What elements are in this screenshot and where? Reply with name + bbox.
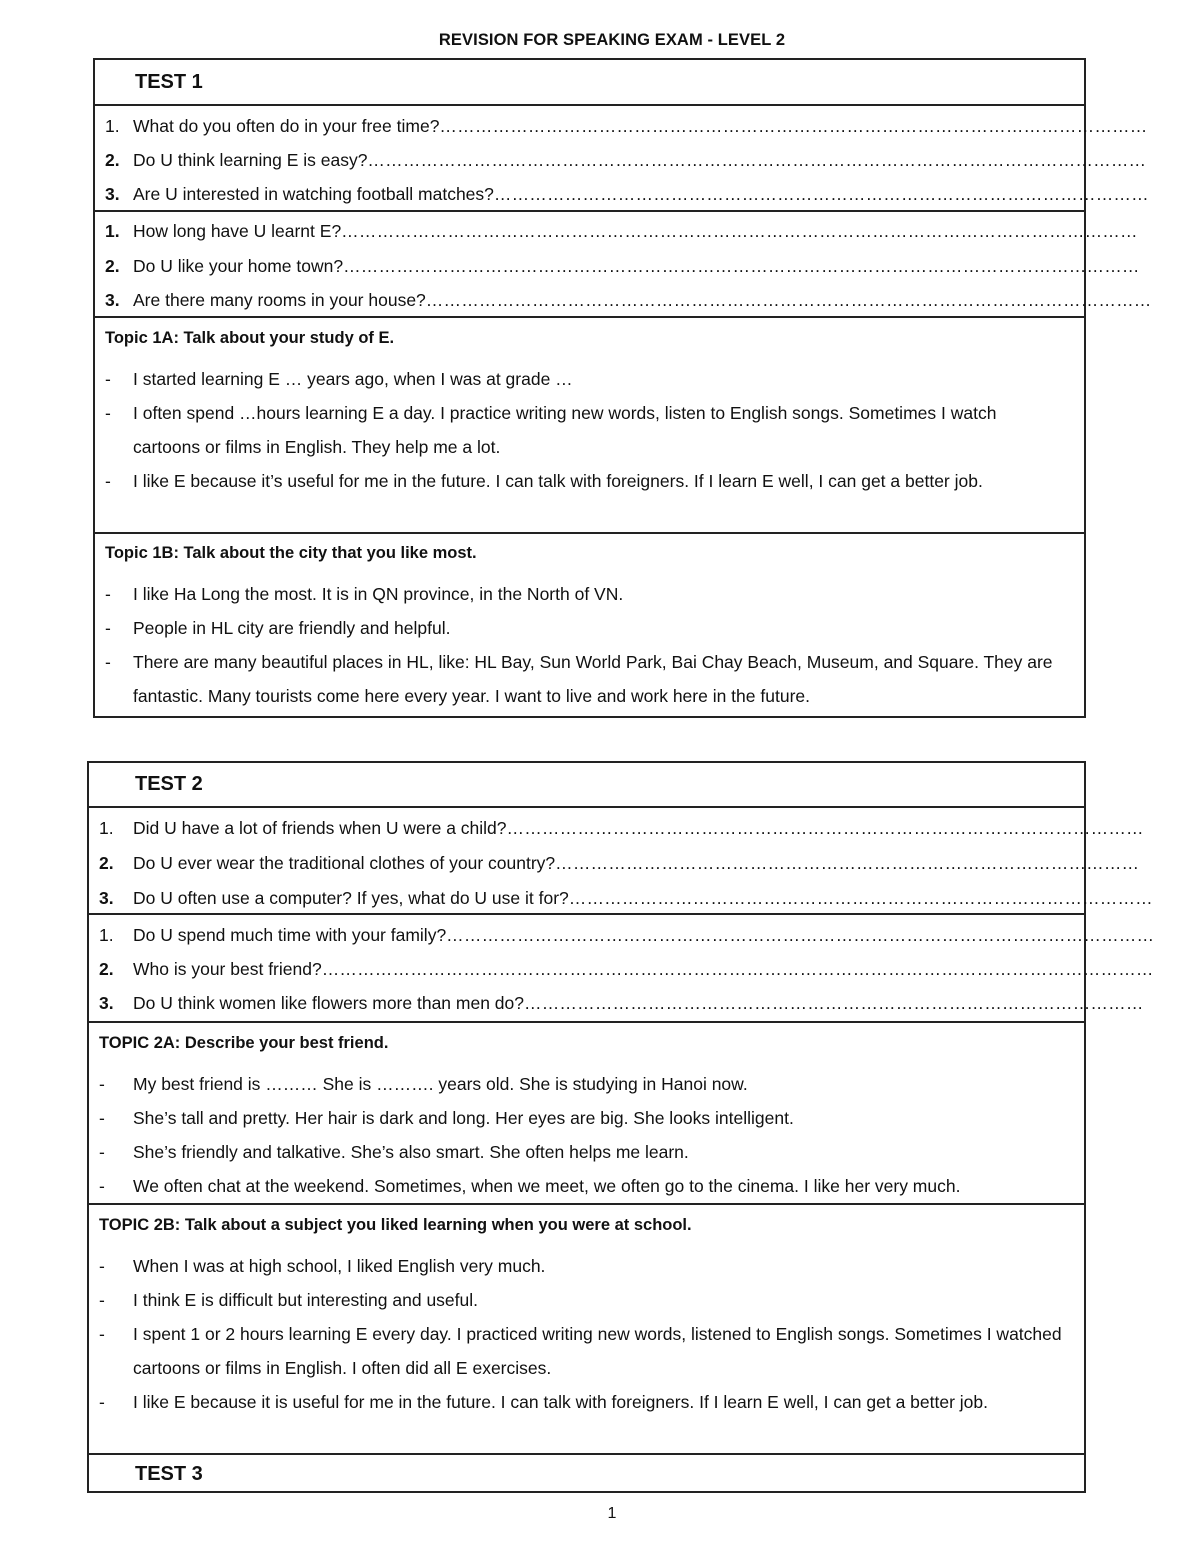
- question-number: 2.: [99, 959, 114, 979]
- answer-line: …………………………………………………………………………………………………………: [439, 116, 1148, 136]
- answer-line: …………………………………………………………………………………………………: [493, 184, 1149, 204]
- question-text: Do U ever wear the traditional clothes of your country?: [133, 853, 556, 873]
- question-number: 3.: [105, 184, 120, 204]
- answer-line: ……………………………………………………………………………………………………………………: [367, 150, 1147, 170]
- bullet-dash: -: [99, 1074, 105, 1094]
- bullet-dash: -: [105, 369, 111, 389]
- question-number: 1.: [105, 221, 120, 241]
- question-number: 2.: [99, 853, 114, 873]
- question-text: Do U often use a computer? If yes, what do U use it for?: [133, 888, 569, 908]
- question-number: 3.: [105, 290, 120, 310]
- bullet-dash: -: [99, 1290, 105, 1310]
- test-2-table: [87, 761, 1155, 1493]
- test-3-heading: TEST 3: [135, 1462, 203, 1485]
- question-number: 1.: [99, 818, 114, 838]
- question-text: How long have U learnt E?: [133, 221, 342, 241]
- test-2-heading: TEST 2: [135, 773, 203, 795]
- answer-line: ………………………………………………………………………………………: [555, 853, 1140, 873]
- page-number: 1: [607, 1505, 617, 1522]
- question-text: Do U spend much time with your family?: [133, 925, 447, 945]
- test-2-header: [89, 763, 1084, 806]
- test-3-header: [89, 1453, 1084, 1493]
- bullet-text: People in HL city are friendly and helpful.: [133, 618, 451, 638]
- answer-line: ……………………………………………………………………………………………: [524, 993, 1144, 1013]
- bullet-text: I like E because it is useful for me in the future. I can talk with foreigners. If I learn E well, I can get a better job.: [133, 1392, 989, 1412]
- answer-line: ……………………………………………………………………………………………………………: [425, 290, 1152, 310]
- bullet-dash: -: [105, 584, 111, 604]
- bullet-text: When I was at high school, I liked English very much.: [133, 1256, 546, 1276]
- bullet-dash: -: [105, 403, 111, 423]
- question-number: 1.: [99, 925, 114, 945]
- answer-line: ………………………………………………………………………………………………………………………: [341, 221, 1138, 241]
- question-number: 3.: [99, 993, 114, 1013]
- answer-line: …………………………………………………………………………………………………………: [446, 925, 1155, 945]
- question-number: 3.: [99, 888, 114, 908]
- test-1-part-b: [95, 210, 1152, 318]
- topic-2a-section: [89, 1021, 1084, 1205]
- test-2-part-b: [89, 913, 1155, 1023]
- bullet-text: I started learning E … years ago, when I was at grade …: [133, 369, 573, 389]
- bullet-dash: -: [99, 1142, 105, 1162]
- bullet-text: I like E because it’s useful for me in the future. I can talk with foreigners. If I learn E well, I can get a better job.: [133, 471, 983, 491]
- question-text: Are there many rooms in your house?: [133, 290, 426, 310]
- topic-title: Topic 1B: Talk about the city that you like most.: [105, 544, 477, 562]
- topic-title: TOPIC 2A: Describe your best friend.: [99, 1034, 389, 1052]
- topic-title: Topic 1A: Talk about your study of E.: [105, 329, 395, 347]
- answer-line: ………………………………………………………………………………………: [568, 888, 1153, 908]
- answer-line: ……………………………………………………………………………………………………………………………: [321, 959, 1154, 979]
- bullet-dash: -: [105, 471, 111, 491]
- question-number: 2.: [105, 256, 120, 276]
- topic-title: TOPIC 2B: Talk about a subject you liked learning when you were at school.: [99, 1216, 692, 1234]
- question-text: Do U think women like flowers more than men do?: [133, 993, 525, 1013]
- bullet-dash: -: [99, 1392, 105, 1412]
- test-1-table: [93, 58, 1152, 718]
- topic-1a-section: [95, 316, 1084, 534]
- bullet-text: I spent 1 or 2 hours learning E every day. I practiced writing new words, listened to English songs. Sometimes I watched cartoons or films in English. I often did all E exercises.: [133, 1324, 1062, 1378]
- question-text: Do U like your home town?: [133, 256, 344, 276]
- bullet-text: We often chat at the weekend. Sometimes, when we meet, we often go to the cinema. I like her very much.: [133, 1176, 961, 1196]
- bullet-text: I like Ha Long the most. It is in QN province, in the North of VN.: [133, 584, 624, 604]
- answer-line: ………………………………………………………………………………………………………………………: [343, 256, 1140, 276]
- topic-1b-section: [95, 532, 1084, 718]
- question-number: 1.: [105, 116, 120, 136]
- bullet-dash: -: [99, 1108, 105, 1128]
- bullet-dash: -: [105, 618, 111, 638]
- bullet-text: My best friend is ……… She is ………. years old. She is studying in Hanoi now.: [133, 1074, 748, 1094]
- test-2-part-a: [89, 806, 1153, 915]
- bullet-dash: -: [99, 1176, 105, 1196]
- topic-2b-section: [89, 1203, 1084, 1455]
- test-1-part-a: [95, 104, 1149, 212]
- bullet-dash: -: [99, 1256, 105, 1276]
- test-1-header: [95, 60, 1084, 104]
- question-text: Are U interested in watching football matches?: [133, 184, 494, 204]
- question-text: Did U have a lot of friends when U were a child?: [133, 818, 507, 838]
- bullet-dash: -: [105, 652, 111, 672]
- bullet-text: She’s friendly and talkative. She’s also smart. She often helps me learn.: [133, 1142, 689, 1162]
- answer-line: ………………………………………………………………………………………………: [506, 818, 1144, 838]
- bullet-text: I often spend …hours learning E a day. I practice writing new words, listen to English songs. Sometimes I watch cartoons or films in English. They help me a lot.: [133, 403, 997, 457]
- question-text: What do you often do in your free time?: [133, 116, 440, 136]
- document-title: REVISION FOR SPEAKING EXAM - LEVEL 2: [438, 31, 786, 49]
- bullet-text: I think E is difficult but interesting and useful.: [133, 1290, 479, 1310]
- bullet-dash: -: [99, 1324, 105, 1344]
- test-1-heading: TEST 1: [135, 70, 203, 93]
- bullet-text: She’s tall and pretty. Her hair is dark and long. Her eyes are big. She looks intelligent.: [133, 1108, 794, 1128]
- question-number: 2.: [105, 150, 120, 170]
- bullet-text: There are many beautiful places in HL, like: HL Bay, Sun World Park, Bai Chay Beach, Museum, and Square. They are fantastic. Many tourists come here every year. I want to live and work here in the future.: [133, 652, 1053, 706]
- question-text: Who is your best friend?: [133, 959, 322, 979]
- question-text: Do U think learning E is easy?: [133, 150, 368, 170]
